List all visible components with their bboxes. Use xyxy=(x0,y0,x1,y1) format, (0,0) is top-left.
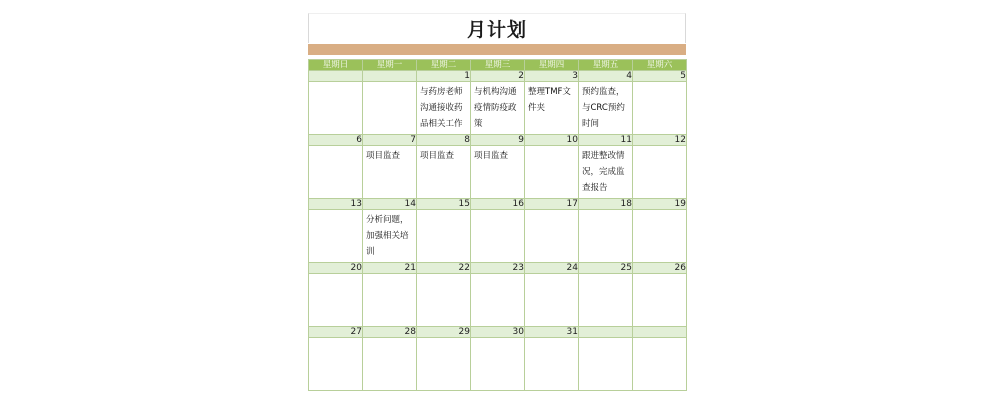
day-note: 预约监查，与CRC预约时间 xyxy=(582,87,625,129)
day-note: 项目监查 xyxy=(420,151,455,161)
calendar-body xyxy=(309,71,687,391)
date-number: 21 xyxy=(363,263,417,274)
date-number: 9 xyxy=(471,135,525,146)
day-note xyxy=(309,82,362,84)
date-number: 27 xyxy=(309,327,363,338)
day-cell[interactable] xyxy=(525,274,579,327)
date-number: 14 xyxy=(363,199,417,210)
weekday-header: 星期四 xyxy=(525,60,579,71)
day-note: 整理TMF文件夹 xyxy=(528,87,571,113)
day-cell[interactable] xyxy=(471,146,525,199)
month-plan-sheet xyxy=(308,13,686,393)
day-notes-row xyxy=(309,274,687,327)
date-number: 10 xyxy=(525,135,579,146)
date-number-row xyxy=(309,327,687,338)
date-number-row xyxy=(309,135,687,146)
day-note xyxy=(417,338,470,340)
day-note xyxy=(633,338,686,340)
day-note: 与机构沟通疫情防疫政策 xyxy=(474,87,517,129)
day-note xyxy=(633,210,686,212)
weekday-header: 星期二 xyxy=(417,60,471,71)
day-cell[interactable] xyxy=(633,338,687,391)
day-cell[interactable] xyxy=(579,82,633,135)
day-note: 项目监查 xyxy=(366,151,401,161)
day-note xyxy=(363,338,416,340)
day-cell[interactable] xyxy=(525,146,579,199)
date-number: 15 xyxy=(417,199,471,210)
date-number-row xyxy=(309,71,687,82)
day-cell[interactable] xyxy=(417,82,471,135)
date-number: 19 xyxy=(633,199,687,210)
date-number: 24 xyxy=(525,263,579,274)
day-cell[interactable] xyxy=(363,146,417,199)
day-cell[interactable] xyxy=(633,210,687,263)
day-cell[interactable] xyxy=(363,82,417,135)
day-note xyxy=(525,146,578,148)
date-number: 5 xyxy=(633,71,687,82)
day-note xyxy=(417,210,470,212)
day-cell[interactable] xyxy=(309,146,363,199)
day-cell[interactable] xyxy=(579,210,633,263)
day-cell[interactable] xyxy=(471,274,525,327)
decorative-band xyxy=(308,44,686,55)
date-number: 4 xyxy=(579,71,633,82)
date-number: 30 xyxy=(471,327,525,338)
date-number xyxy=(633,327,687,338)
day-note xyxy=(309,210,362,212)
weekday-header: 星期日 xyxy=(309,60,363,71)
day-note: 与药房老师沟通接收药品相关工作 xyxy=(420,87,463,129)
date-number: 29 xyxy=(417,327,471,338)
date-number: 28 xyxy=(363,327,417,338)
day-cell[interactable] xyxy=(471,210,525,263)
day-cell[interactable] xyxy=(579,274,633,327)
day-cell[interactable] xyxy=(579,338,633,391)
day-note xyxy=(471,210,524,212)
date-number: 16 xyxy=(471,199,525,210)
day-notes-row xyxy=(309,82,687,135)
day-note xyxy=(579,274,632,276)
date-number: 6 xyxy=(309,135,363,146)
day-cell[interactable] xyxy=(525,338,579,391)
date-number xyxy=(579,327,633,338)
day-cell[interactable] xyxy=(633,82,687,135)
day-note: 跟进整改情况，完成监查报告 xyxy=(582,151,625,193)
page-title: 月计划 xyxy=(466,19,527,41)
date-number: 8 xyxy=(417,135,471,146)
date-number: 31 xyxy=(525,327,579,338)
date-number: 26 xyxy=(633,263,687,274)
weekday-header: 星期一 xyxy=(363,60,417,71)
day-cell[interactable] xyxy=(633,146,687,199)
day-cell[interactable] xyxy=(525,82,579,135)
date-number: 7 xyxy=(363,135,417,146)
day-notes-row xyxy=(309,338,687,391)
calendar-grid xyxy=(308,59,687,391)
day-cell[interactable] xyxy=(363,338,417,391)
date-number-row xyxy=(309,199,687,210)
weekday-header: 星期五 xyxy=(579,60,633,71)
weekday-header: 星期三 xyxy=(471,60,525,71)
date-number: 2 xyxy=(471,71,525,82)
day-cell[interactable] xyxy=(417,146,471,199)
day-note xyxy=(579,338,632,340)
date-number xyxy=(309,71,363,82)
day-note xyxy=(633,274,686,276)
date-number: 12 xyxy=(633,135,687,146)
date-number: 13 xyxy=(309,199,363,210)
day-cell[interactable] xyxy=(309,82,363,135)
day-notes-row xyxy=(309,210,687,263)
day-note xyxy=(363,82,416,84)
day-cell[interactable] xyxy=(471,338,525,391)
day-cell[interactable] xyxy=(363,210,417,263)
day-note xyxy=(525,210,578,212)
date-number: 25 xyxy=(579,263,633,274)
day-note xyxy=(309,338,362,340)
date-number: 11 xyxy=(579,135,633,146)
day-note xyxy=(417,274,470,276)
day-cell[interactable] xyxy=(309,338,363,391)
day-cell[interactable] xyxy=(417,210,471,263)
day-note xyxy=(309,274,362,276)
day-note: 分析问题，加强相关培训 xyxy=(366,215,409,257)
day-note xyxy=(471,338,524,340)
day-note xyxy=(363,274,416,276)
day-note: 项目监查 xyxy=(474,151,509,161)
date-number: 18 xyxy=(579,199,633,210)
day-cell[interactable] xyxy=(579,146,633,199)
date-number: 17 xyxy=(525,199,579,210)
day-cell[interactable] xyxy=(309,274,363,327)
day-note xyxy=(309,146,362,148)
date-number: 1 xyxy=(417,71,471,82)
date-number: 20 xyxy=(309,263,363,274)
day-note xyxy=(633,82,686,84)
date-number: 22 xyxy=(417,263,471,274)
day-cell[interactable] xyxy=(309,210,363,263)
day-cell[interactable] xyxy=(363,274,417,327)
day-cell[interactable] xyxy=(471,82,525,135)
day-cell[interactable] xyxy=(525,210,579,263)
day-notes-row xyxy=(309,146,687,199)
weekday-header-row xyxy=(309,60,687,71)
day-note xyxy=(633,146,686,148)
date-number-row xyxy=(309,263,687,274)
day-cell[interactable] xyxy=(417,274,471,327)
day-note xyxy=(525,338,578,340)
day-note xyxy=(579,210,632,212)
date-number: 3 xyxy=(525,71,579,82)
title-row xyxy=(308,13,686,43)
weekday-header: 星期六 xyxy=(633,60,687,71)
day-cell[interactable] xyxy=(417,338,471,391)
day-note xyxy=(525,274,578,276)
date-number: 23 xyxy=(471,263,525,274)
day-cell[interactable] xyxy=(633,274,687,327)
day-note xyxy=(471,274,524,276)
date-number xyxy=(363,71,417,82)
